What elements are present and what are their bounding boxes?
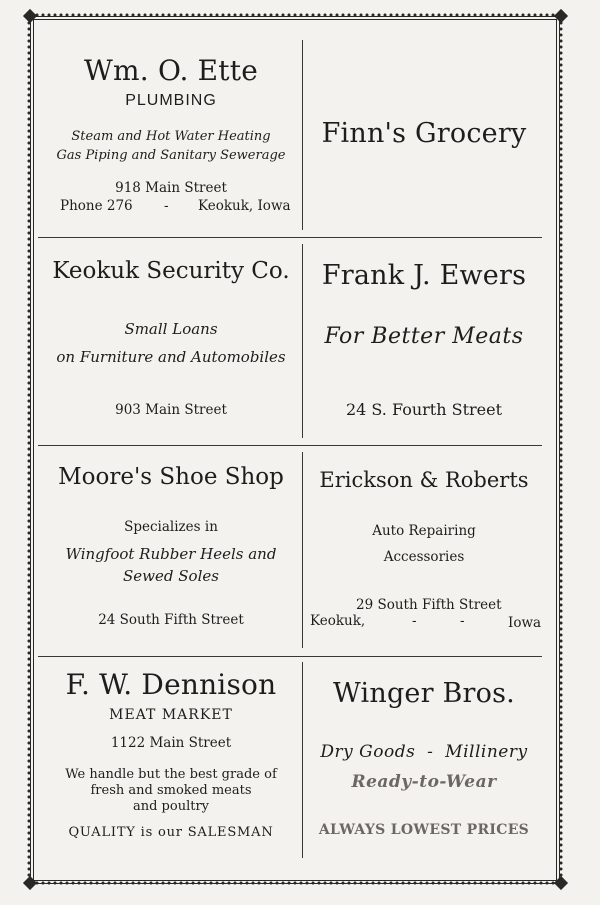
service-line: Small Loans bbox=[124, 320, 218, 338]
business-name: Keokuk Security Co. bbox=[52, 258, 290, 284]
description-line: We handle but the best grade of bbox=[65, 767, 277, 782]
row-divider bbox=[38, 656, 542, 657]
service-line: Gas Piping and Sanitary Sewerage bbox=[56, 148, 286, 163]
ad-ewers bbox=[304, 244, 544, 444]
ad-erickson bbox=[304, 452, 544, 654]
service-line: Wingfoot Rubber Heels and bbox=[65, 545, 277, 563]
business-name: Moore's Shoe Shop bbox=[58, 464, 284, 490]
ad-moore bbox=[40, 452, 302, 654]
business-name: Erickson & Roberts bbox=[319, 468, 529, 492]
description-line: fresh and smoked meats bbox=[90, 783, 252, 798]
service-line: Accessories bbox=[383, 549, 465, 565]
ad-winger bbox=[304, 662, 544, 862]
address: 918 Main Street bbox=[115, 180, 227, 196]
address: 24 S. Fourth Street bbox=[345, 400, 503, 419]
business-name: Wm. O. Ette bbox=[84, 54, 258, 87]
city: Keokuk, bbox=[310, 613, 366, 629]
row-divider bbox=[38, 445, 542, 446]
ad-security bbox=[40, 244, 302, 444]
separator-dash: - bbox=[460, 613, 465, 629]
column-divider bbox=[302, 244, 303, 438]
business-name: Finn's Grocery bbox=[321, 118, 527, 149]
column-divider bbox=[302, 40, 303, 230]
service-line: on Furniture and Automobiles bbox=[56, 348, 286, 366]
address: 1122 Main Street bbox=[110, 735, 232, 751]
column-divider bbox=[302, 452, 303, 648]
service-line: Sewed Soles bbox=[123, 567, 219, 585]
address: 24 South Fifth Street bbox=[98, 612, 244, 628]
row-divider bbox=[38, 237, 542, 238]
column-divider bbox=[302, 662, 303, 858]
service-line: Steam and Hot Water Heating bbox=[71, 129, 271, 144]
business-name: F. W. Dennison bbox=[65, 668, 277, 701]
motto: QUALITY is our SALESMAN bbox=[68, 825, 274, 840]
city: Keokuk, Iowa bbox=[198, 198, 291, 214]
business-name: Frank J. Ewers bbox=[321, 260, 527, 291]
ad-dennison bbox=[40, 662, 302, 862]
separator-dash: - bbox=[412, 613, 417, 629]
service-line: Specializes in bbox=[124, 519, 218, 535]
motto: ALWAYS LOWEST PRICES bbox=[318, 822, 530, 838]
address: 29 South Fifth Street bbox=[356, 597, 502, 613]
product-line: Ready-to-Wear bbox=[351, 772, 497, 792]
state: Iowa bbox=[508, 615, 542, 631]
business-name: Winger Bros. bbox=[333, 678, 515, 709]
separator-dash: - bbox=[164, 198, 169, 214]
business-trade: MEAT MARKET bbox=[109, 707, 233, 723]
product-line: Dry Goods - Millinery bbox=[320, 742, 528, 762]
description-line: and poultry bbox=[132, 799, 210, 814]
business-trade: PLUMBING bbox=[125, 92, 217, 109]
ad-finn bbox=[304, 40, 544, 235]
ad-ette bbox=[40, 40, 302, 235]
phone: Phone 276 bbox=[60, 198, 133, 214]
service-line: Auto Repairing bbox=[372, 523, 476, 539]
address: 903 Main Street bbox=[115, 402, 227, 418]
slogan: For Better Meats bbox=[324, 324, 524, 349]
